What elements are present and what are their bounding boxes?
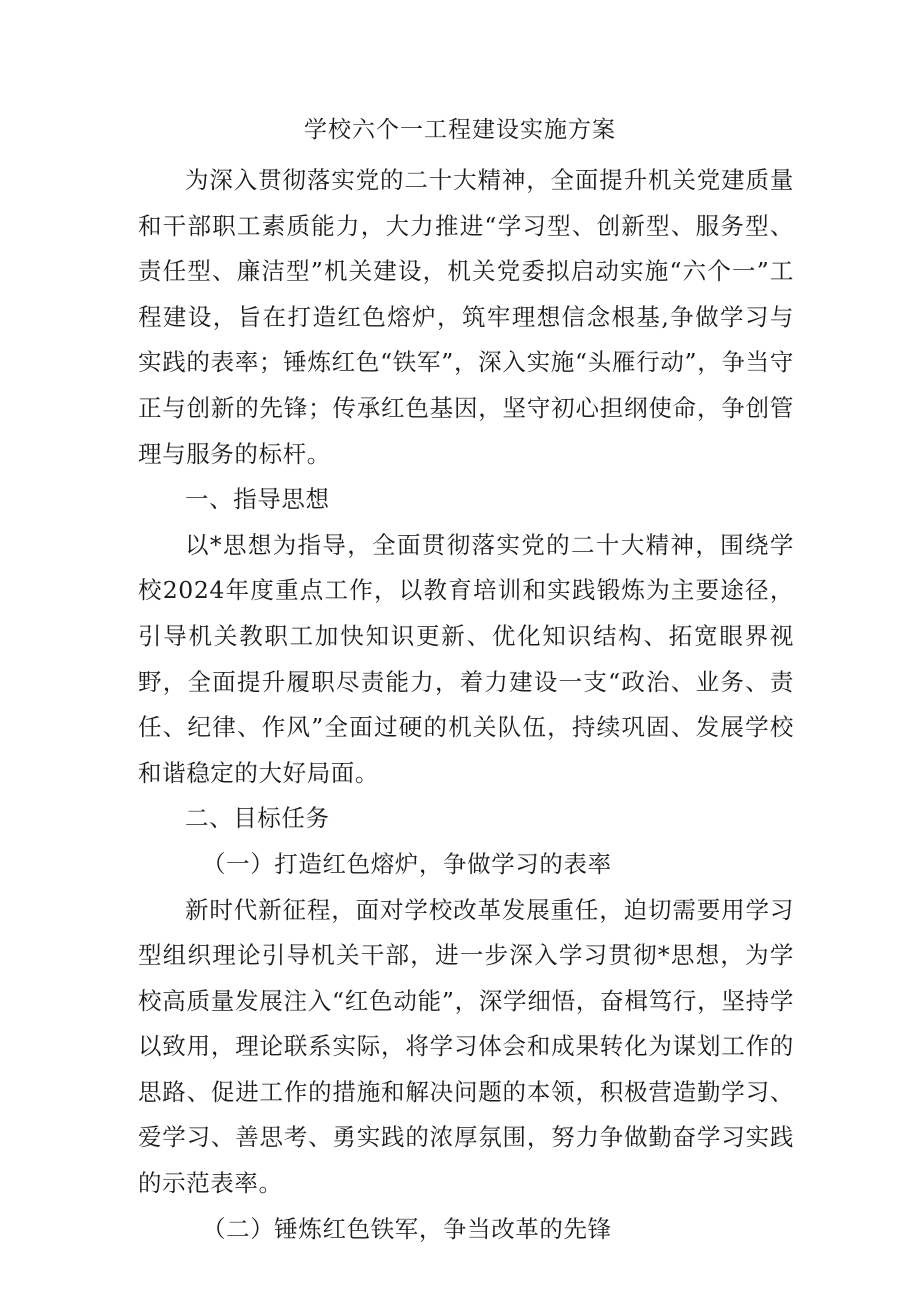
subsection-heading-red-furnace: （一）打造红色熔炉，争做学习的表率: [202, 849, 612, 878]
intro-paragraph: 为深入贯彻落实党的二十大精神，全面提升机关党建质量和干部职工素质能力，大力推进“学习型、创新型、服务型、责任型、廉洁型”机关建设，机关党委拟启动实施“六个一”工程建设，旨在打造红色熔炉，筑牢理想信念根基,争做学习与实践的表率；锤炼红色“铁军”，深入实施“头雁行动”，争当守正与创新的先锋；传承红色基因，坚守初心担纲使命，争创管理与服务的标杆。: [138, 166, 794, 468]
red-furnace-paragraph: 新时代新征程，面对学校改革发展重任，迫切需要用学习型组织理论引导机关干部，进一步深入学习贯彻*思想，为学校高质量发展注入“红色动能”，深学细悟，奋楫笃行，坚持学以致用，理论联系实际，将学习体会和成果转化为谋划工作的思路、促进工作的措施和解决问题的本领，积极营造勤学习、爱学习、善思考、勇实践的浓厚氛围，努力争做勤奋学习实践的示范表率。: [138, 895, 794, 1198]
guiding-ideology-paragraph: 以*思想为指导，全面贯彻落实党的二十大精神，围绕学校2024年度重点工作，以教育培训和实践锻炼为主要途径，引导机关教职工加快知识更新、优化知识结构、拓宽眼界视野，全面提升履职尽责能力，着力建设一支“政治、业务、责任、纪律、作风”全面过硬的机关队伍，持续巩固、发展学校和谐稳定的大好局面。: [138, 530, 794, 787]
section-heading-goals-tasks: 二、目标任务: [185, 804, 330, 833]
section-heading-guiding-ideology: 一、指导思想: [185, 485, 330, 514]
subsection-heading-red-army: （二）锤炼红色铁军，争当改革的先锋: [202, 1214, 612, 1243]
document-body: [138, 158, 794, 1252]
document-title: 学校六个一工程建设实施方案: [304, 117, 616, 143]
